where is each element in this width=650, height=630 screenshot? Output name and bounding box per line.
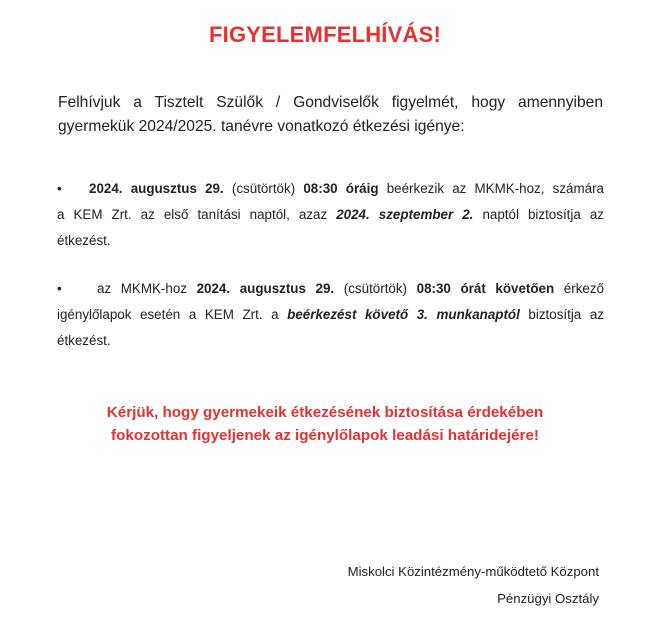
bullet2-pre: az MKMK-hoz xyxy=(97,281,197,296)
bullet2-time: 08:30 órát követően xyxy=(416,281,555,296)
intro-line-2: gyermekük 2024/2025. tanévre vonatkozó étkezési igénye: xyxy=(58,118,465,135)
bullet2-line3: étkezést. xyxy=(57,333,111,348)
bullet1-line2-post: naptól biztosítja az xyxy=(473,207,604,222)
bullet1-rest: beérkezik az MKMK-hoz, számára xyxy=(378,181,604,196)
bullet1-time: 08:30 óráig xyxy=(303,181,379,196)
signature-block xyxy=(348,558,599,612)
bullet2-day: (csütörtök) xyxy=(334,281,417,296)
bullet1-start-date: 2024. szeptember 2. xyxy=(336,207,474,222)
bullet-marker: • xyxy=(57,181,62,196)
warning-line-2: fokozottan figyeljenek az igénylőlapok leadási határidejére! xyxy=(111,427,539,444)
bullet2-line2-pre: igénylőlapok esetén a KEM Zrt. a xyxy=(57,307,288,322)
bullet1-line3: étkezést. xyxy=(57,233,111,248)
bullet2-line2-post: biztosítja az xyxy=(519,307,604,322)
intro-paragraph xyxy=(58,91,603,139)
warning-line-1: Kérjük, hogy gyermekeik étkezésének biztosítása érdekében xyxy=(106,404,544,421)
footer-department: Pénzügyi Osztály xyxy=(497,591,599,606)
bullet-item-2 xyxy=(57,276,604,354)
bullet2-start: beérkezést követő 3. munkanaptól xyxy=(287,307,520,322)
intro-line-1: Felhívjuk a Tisztelt Szülők / Gondviselők figyelmét, hogy amennyiben xyxy=(58,94,603,111)
bullet-marker: • xyxy=(57,281,62,296)
bullet1-day: (csütörtök) xyxy=(223,181,304,196)
bullet2-date: 2024. augusztus 29. xyxy=(196,281,335,296)
bullet1-line2-pre: a KEM Zrt. az első tanítási naptól, azaz xyxy=(57,207,337,222)
footer-organization: Miskolci Közintézmény-működtető Központ xyxy=(347,564,599,579)
bullet2-rest: érkező xyxy=(554,281,604,296)
page-title: FIGYELEMFELHÍVÁS! xyxy=(209,22,441,47)
warning-notice xyxy=(0,401,650,447)
bullet-item-1 xyxy=(57,176,604,254)
bullet1-date: 2024. augusztus 29. xyxy=(89,181,224,196)
